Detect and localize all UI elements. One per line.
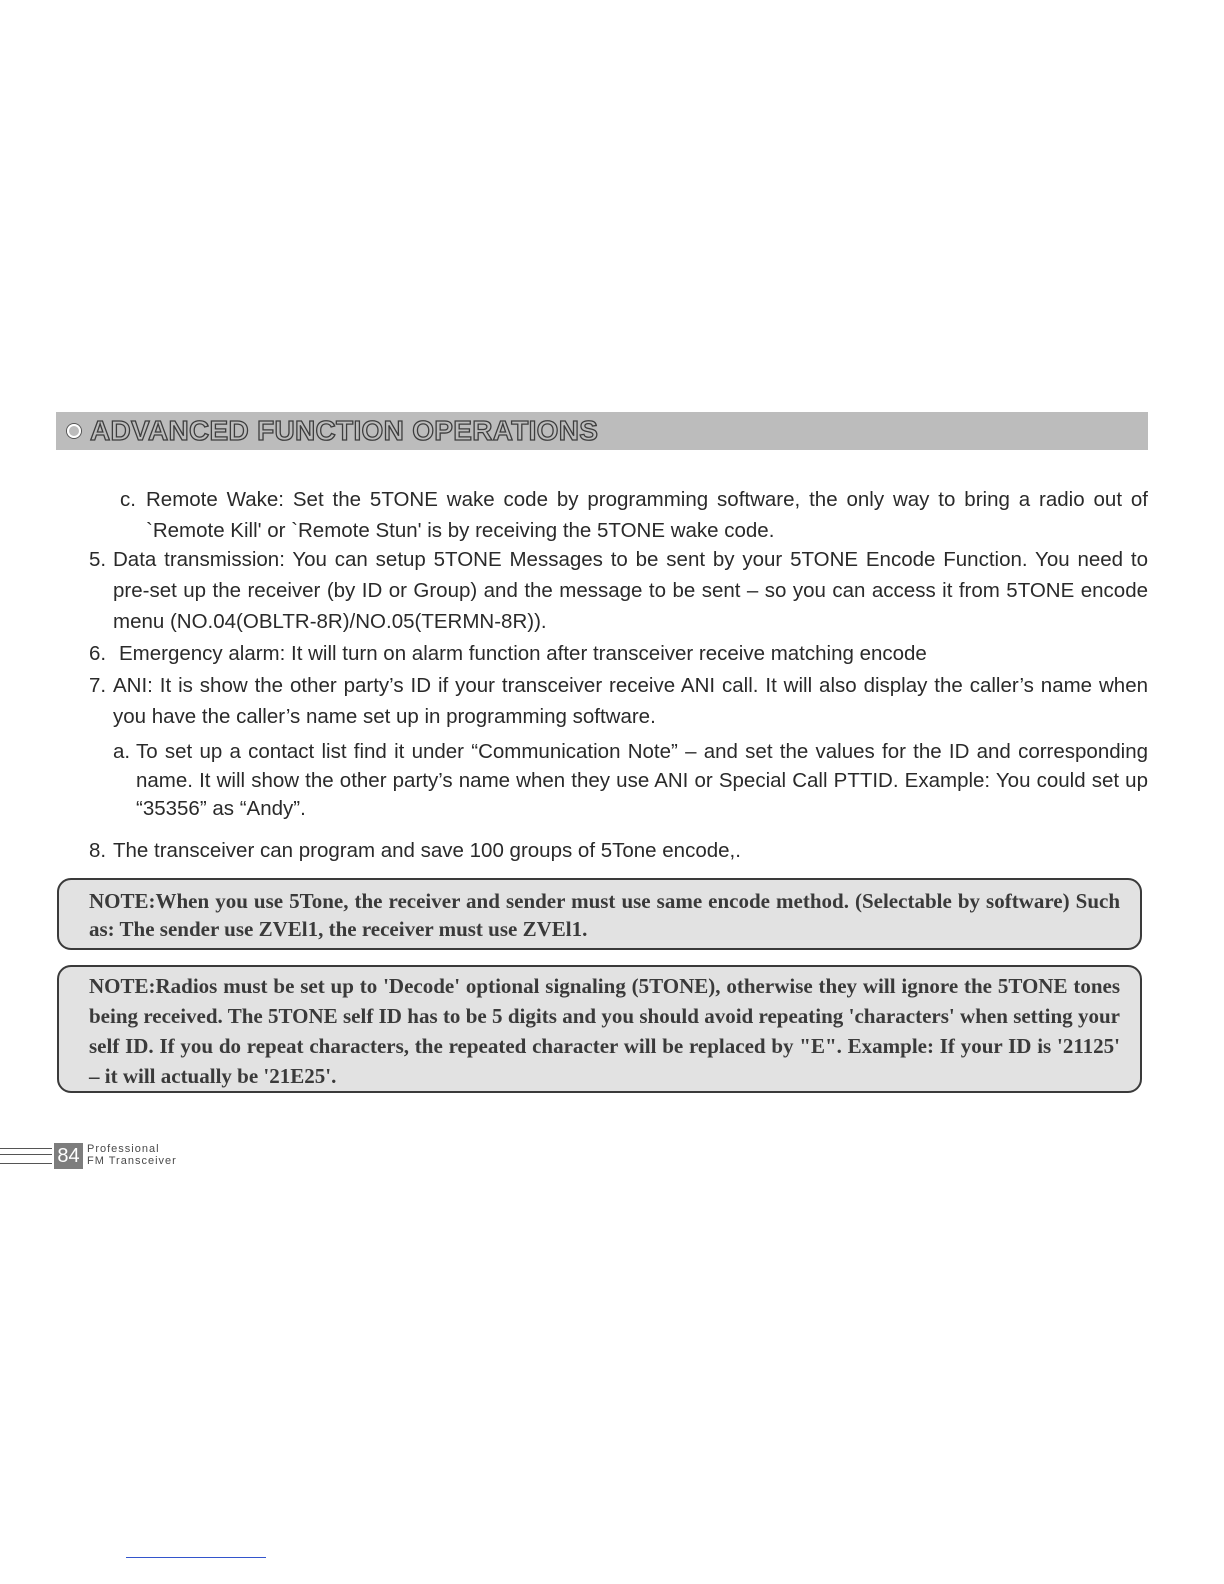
footer-brand-line: FM Transceiver [87,1155,177,1167]
list-item-label: 6. [89,642,107,665]
list-item-5 [89,544,1148,637]
list-item-7 [89,670,1148,732]
note-box-encode [57,878,1142,950]
section-title: ADVANCED FUNCTION OPERATIONS [90,415,599,446]
note-text: NOTE:Radios must be set up to 'Decode' optional signaling (5TONE), otherwise they will ignore the 5TONE tones being received. The 5TONE self ID has to be 5 digits and you should avoid repeating 'characters' when setting your self ID. If you do repeat characters, the repeated character will be replaced by "E". Example: If your ID is '21125' – it will actually be '21E25'. [89,974,1120,1088]
footer-brand-line: Professional [87,1143,160,1155]
list-item-text: Remote Wake: Set the 5TONE wake code by programming software, the only way to bring a radio out of `Remote Kill' or `Remote Stun' is by receiving the 5TONE wake code. [146,488,1148,542]
list-item-label: 5. [89,548,107,571]
footer-brand [87,1143,177,1167]
page-number: 84 [54,1143,83,1169]
list-item-text: ANI: It is show the other party’s ID if your transceiver receive ANI call. It will also display the caller’s name when you have the caller’s name set up in programming software. [113,674,1148,728]
list-item-text: To set up a contact list find it under “Communication Note” – and set the values for the ID and corresponding name. It will show the other party’s name when they use ANI or Special Call PTTID. Example: You could set up “35356” as “Andy”. [136,740,1148,820]
list-item-8 [89,835,1148,866]
bullet-circle-icon [67,424,81,438]
list-item-label: c. [120,488,136,511]
list-item-text: Emergency alarm: It will turn on alarm function after transceiver receive matching encode [119,642,927,665]
list-item-6 [89,638,1148,669]
list-item-label: 8. [89,839,107,862]
section-header [56,412,1148,450]
footer-rule [0,1148,52,1164]
note-text: NOTE:When you use 5Tone, the receiver and sender must use same encode method. (Selectable by software) Such as: The sender use ZVEl1, the receiver must use ZVEl1. [89,889,1120,941]
list-item-text: The transceiver can program and save 100 groups of 5Tone encode,. [113,839,741,862]
list-item-label: a. [113,740,131,763]
list-item-label: 7. [89,674,107,697]
list-item-c [120,484,1148,546]
bottom-divider [126,1557,266,1558]
note-box-decode [57,965,1142,1093]
list-item-7a [113,738,1148,824]
list-item-text: Data transmission: You can setup 5TONE Messages to be sent by your 5TONE Encode Function. You need to pre-set up the receiver (by ID or Group) and the message to be sent – so you can access it from 5TONE encode menu (NO.04(OBLTR-8R)/NO.05(TERMN-8R)). [113,548,1148,633]
